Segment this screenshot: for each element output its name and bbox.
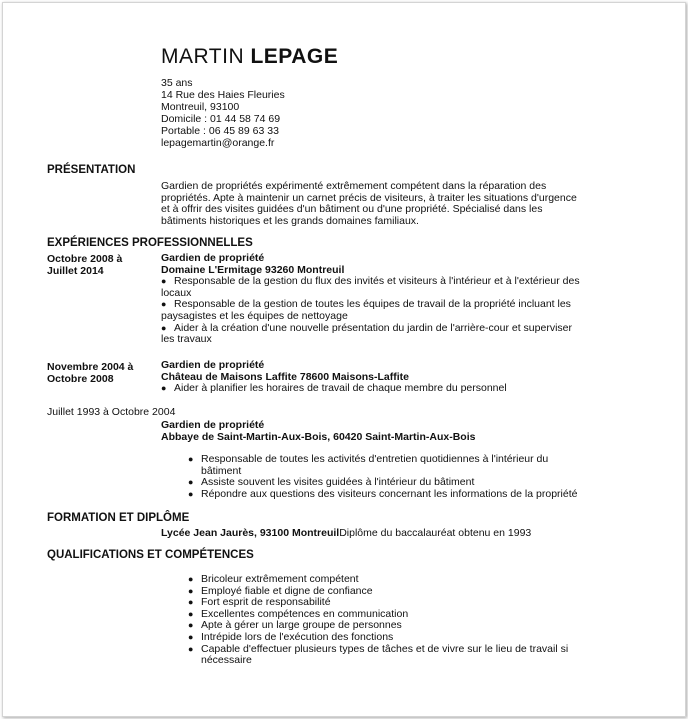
list-item: [161, 299, 580, 322]
bullet-line: ● Responsable de la gestion du flux des invités et visiteurs à l'intérieur et à l'extérieur des: [174, 275, 580, 288]
job-duties: [188, 454, 577, 500]
bullet-line: ● Assiste souvent les visites guidées à l'intérieur du bâtiment: [201, 476, 475, 489]
skill-line: ● Bricoleur extrêmement compétent: [201, 573, 359, 585]
skill-line: ● Apte à gérer un large groupe de personnes: [201, 619, 402, 632]
section-title-skills: QUALIFICATIONS ET COMPÉTENCES: [47, 549, 254, 561]
city: Montreuil, 93100: [161, 101, 240, 113]
list-item: [161, 276, 580, 299]
job-date-line: Juillet 2014: [47, 265, 104, 277]
skills-items: [188, 574, 568, 667]
presentation-line: propriétés. Apte à maintenir un carnet précis de visiteurs, à traiter les situations d'urgence: [161, 191, 577, 204]
job-role: Gardien de propriété: [161, 252, 265, 264]
presentation-line: et à offrir des visites guidées d'un bâtiment ou d'une propriété. Spécialisé dans les: [161, 203, 543, 216]
contact-block: [161, 77, 285, 149]
job-duties: [161, 383, 507, 395]
job-employer: Château de Maisons Laffite 78600 Maisons-Laffite: [161, 370, 409, 383]
list-item: [161, 323, 580, 346]
job-employer: Abbaye de Saint-Martin-Aux-Bois, 60420 Saint-Martin-Aux-Bois: [161, 430, 476, 443]
list-item: [188, 632, 568, 644]
job-entry: [161, 420, 475, 443]
presentation-text: [161, 181, 577, 227]
bullet-line: les travaux: [161, 333, 212, 346]
bullet-line: bâtiment: [201, 464, 242, 477]
skill-line: ● Fort esprit de responsabilité: [201, 596, 331, 609]
street-address: 14 Rue des Haies Fleuries: [161, 89, 285, 101]
job-date-line: Novembre 2004 à: [47, 361, 134, 373]
skill-line: ● Employé fiable et digne de confiance: [201, 584, 373, 597]
resume-page: [2, 2, 686, 717]
skill-line: ● Excellentes compétences en communication: [201, 607, 409, 620]
list-item: [188, 489, 577, 501]
skill-line: ● Capable d'effectuer plusieurs types de tâches et de vivre sur le lieu de travail si: [201, 642, 569, 655]
job-duties: [161, 276, 580, 346]
presentation-line: Gardien de propriétés expérimenté extrêmement compétent dans la réparation des: [161, 180, 547, 192]
list-item: [188, 644, 568, 667]
section-title-presentation: PRÉSENTATION: [47, 164, 136, 176]
bullet-line: ● Aider à la création d'une nouvelle présentation du jardin de l'arrière-cour et superviser: [174, 321, 572, 334]
skill-line: ● Intrépide lors de l'exécution des fonctions: [201, 630, 394, 643]
job-date: [47, 361, 133, 385]
bullet-line: locaux: [161, 286, 192, 299]
job-role: Gardien de propriété: [161, 359, 265, 371]
job-date: Juillet 1993 à Octobre 2004: [47, 406, 176, 418]
job-entry: [161, 360, 507, 395]
bullet-line: ● Responsable de toutes les activités d'entretien quotidiennes à l'intérieur du: [201, 453, 549, 465]
presentation-line: bâtiments historiques et les grands domaines familiaux.: [161, 214, 419, 227]
education-entry: [161, 528, 531, 540]
mobile-phone: Portable : 06 45 89 63 33: [161, 125, 279, 137]
age: 35 ans: [161, 77, 193, 89]
email: lepagemartin@orange.fr: [161, 137, 275, 149]
job-date: [47, 253, 122, 277]
last-name: LEPAGE: [250, 45, 339, 68]
job-date-line: Octobre 2008: [47, 373, 114, 385]
section-title-education: FORMATION ET DIPLÔME: [47, 512, 190, 524]
school-name: Lycée Jean Jaurès, 93100 Montreuil: [161, 527, 340, 539]
bullet-line: ● Aider à planifier les horaires de travail de chaque membre du personnel: [174, 382, 507, 395]
candidate-name: [161, 45, 338, 69]
job-employer: Domaine L'Ermitage 93260 Montreuil: [161, 263, 345, 276]
job-role: Gardien de propriété: [161, 419, 265, 431]
job-entry: [161, 253, 580, 346]
diploma: Diplôme du baccalauréat obtenu en 1993: [339, 527, 532, 539]
skill-line: nécessaire: [201, 654, 252, 667]
bullet-line: ● Répondre aux questions des visiteurs concernant les informations de la propriété: [201, 487, 578, 500]
section-title-experience: EXPÉRIENCES PROFESSIONNELLES: [47, 237, 253, 249]
job-date-line: Octobre 2008 à: [47, 253, 123, 265]
list-item: [188, 454, 577, 477]
skills-list: [188, 574, 568, 667]
list-item: [161, 383, 507, 395]
duties-list: [188, 454, 577, 500]
first-name: MARTIN: [161, 45, 245, 68]
home-phone: Domicile : 01 44 58 74 69: [161, 113, 281, 125]
bullet-line: paysagistes et les équipes de nettoyage: [161, 309, 348, 322]
bullet-line: ● Responsable de la gestion de toutes les équipes de travail de la propriété incluant les: [174, 298, 571, 311]
list-item: [188, 574, 568, 586]
